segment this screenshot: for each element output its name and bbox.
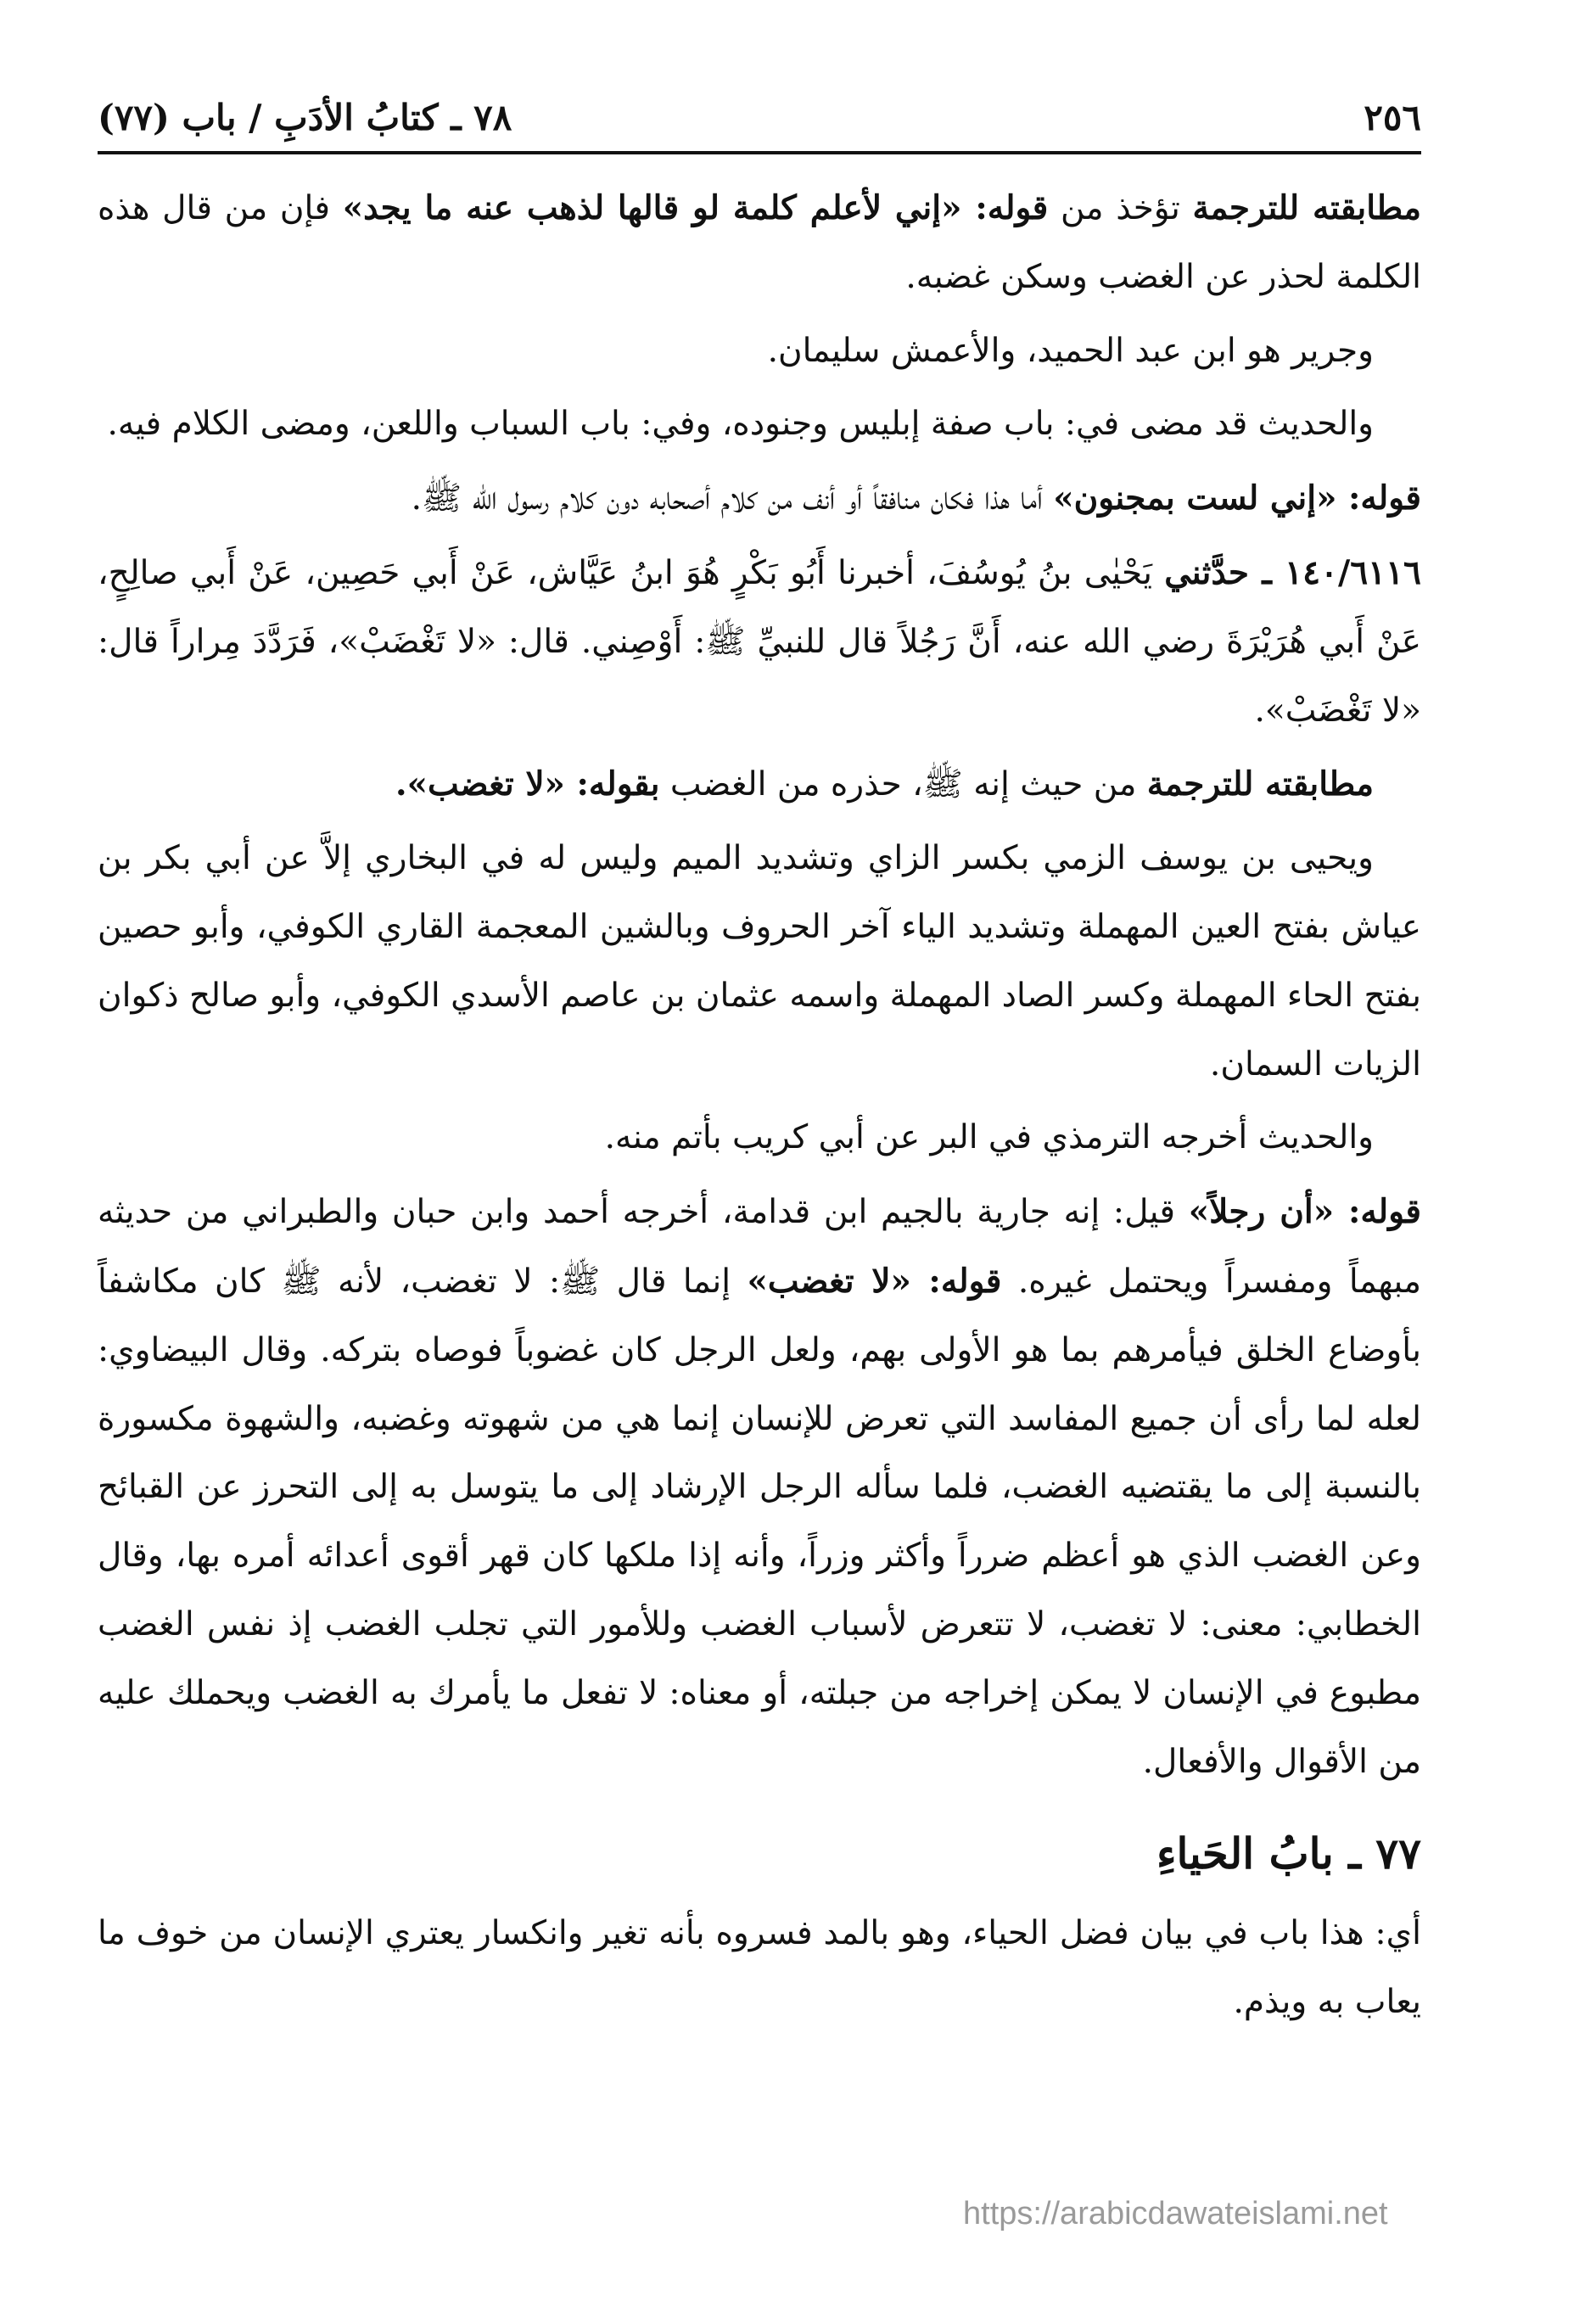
hadith-number-lead: ١٤٠/٦١١٦ ـ حدَّثني <box>1164 552 1421 592</box>
hadith-text: يَحْيٰى بنُ يُوسُفَ، أخبرنا أَبُو بَكْرٍ هُوَ ابنُ عَيَّاش، عَنْ أَبي حَصِين، عَنْ أَبي صالِحٍ، عَنْ أَبي هُرَيْرَةَ رضي الله عنه، أَنَّ رَجُلاً قال للنبيِّ ﷺ: أَوْصِني. قال: «لا تَغْضَبْ»، فَرَدَّدَ مِراراً قال: «لا تَغْضَبْ». <box>98 553 1421 730</box>
bold-lead: مطابقته للترجمة <box>1146 764 1374 804</box>
paragraph-9 <box>98 1178 1421 1796</box>
watermark-url: https://arabicdawateislami.net <box>963 2196 1388 2231</box>
section-heading: ٧٧ ـ بابُ الحَياءِ <box>1156 1828 1421 1879</box>
paragraph-7: ويحيى بن يوسف الزمي بكسر الزاي وتشديد الميم وليس له في البخاري إلاَّ عن أبي بكر بن عياش بفتح العين المهملة وتشديد الياء آخر الحروف وبالشين المعجمة القاري الكوفي، وأبو حصين بفتح الحاء المهملة وكسر الصاد المهملة واسمه عثمان بن عاصم الأسدي الكوفي، وأبو صالح ذكوان الزيات السمان. <box>98 839 1421 1084</box>
bold-quote: قوله: «إني لأعلم كلمة لو قالها لذهب عنه ما يجد» <box>342 188 1049 227</box>
paragraph-4 <box>98 464 1421 534</box>
paragraph-text-2: إنما قال ﷺ: لا تغضب، لأنه ﷺ كان مكاشفاً بأوضاع الخلق فيأمرهم بما هو الأولى بهم، ولعل الرجل كان غضوباً فوصاه بتركه. وقال البيضاوي: لعله لما رأى أن جميع المفاسد التي تعرض للإنسان إنما هي من شهوته وغضبه، والشهوة مكسورة بالنسبة إلى ما يقتضيه الغضب، فلما سأله الرجل الإرشاد إلى ما يتوسل به إلى التحرز عن القبائح وعن الغضب الذي هو أعظم ضرراً وأكثر وزراً، وأنه إذا ملكها كان قهر أقوى أعدائه أمره بها، وقال الخطابي: معنى: لا تغضب، لا تتعرض لأسباب الغضب وللأمور التي تجلب الغضب إذ نفس الغضب مطبوع في الإنسان لا يمكن إخراجه من جبلته، أو معناه: لا تفعل ما يأمرك به الغضب ويحملك عليه من الأقوال والأفعال. <box>98 1262 1421 1781</box>
paragraph-8: والحديث أخرجه الترمذي في البر عن أبي كريب بأتم منه. <box>604 1118 1374 1157</box>
running-title: ٧٨ ـ كتابُ الأدَبِ / باب (٧٧) <box>98 96 512 138</box>
paragraph-3: والحديث قد مضى في: باب صفة إبليس وجنوده، وفي: باب السباب واللعن، ومضى الكلام فيه. <box>107 405 1374 444</box>
header-rule <box>98 151 1421 154</box>
bold-lead: قوله: «أن رجلاً» <box>1188 1192 1421 1232</box>
paragraph-text: أما هذا فكان منافقاً أو أنف من كلام أصحابه دون كلام رسول الله ﷺ. <box>411 479 1054 518</box>
paragraph-2: وجرير هو ابن عبد الحميد، والأعمش سليمان. <box>767 331 1374 370</box>
page-number: ٢٥٦ <box>1364 96 1421 138</box>
paragraph-text: تؤخذ من <box>1048 189 1193 227</box>
page-body <box>98 174 1421 2042</box>
paragraph-text: من حيث إنه ﷺ، حذره من الغضب <box>659 765 1147 804</box>
bold-quote: بقوله: «لا تغضب». <box>395 764 660 804</box>
hadith-paragraph <box>98 539 1421 745</box>
bold-quote: قوله: «لا تغضب» <box>747 1261 1002 1301</box>
final-paragraph: أي: هذا باب في بيان فضل الحياء، وهو بالمد فسروه بأنه تغير وانكسار يعتري الإنسان من خوف ما يعاب به ويذم. <box>98 1914 1421 2022</box>
paragraph-6 <box>98 750 1421 820</box>
bold-lead: مطابقته للترجمة <box>1192 188 1421 227</box>
bold-lead: قوله: «إني لست بمجنون» <box>1053 479 1421 518</box>
page-header <box>98 92 1421 143</box>
paragraph-1 <box>98 174 1421 312</box>
paragraph-text-2: فإن من قال هذه الكلمة لحذر عن الغضب وسكن غضبه. <box>98 189 1421 296</box>
paragraph-text: قيل: إنه جارية بالجيم ابن قدامة، أخرجه أحمد وابن حبان والطبراني من حديثه مبهماً ومفسراً ويحتمل غيره. <box>98 1193 1421 1301</box>
